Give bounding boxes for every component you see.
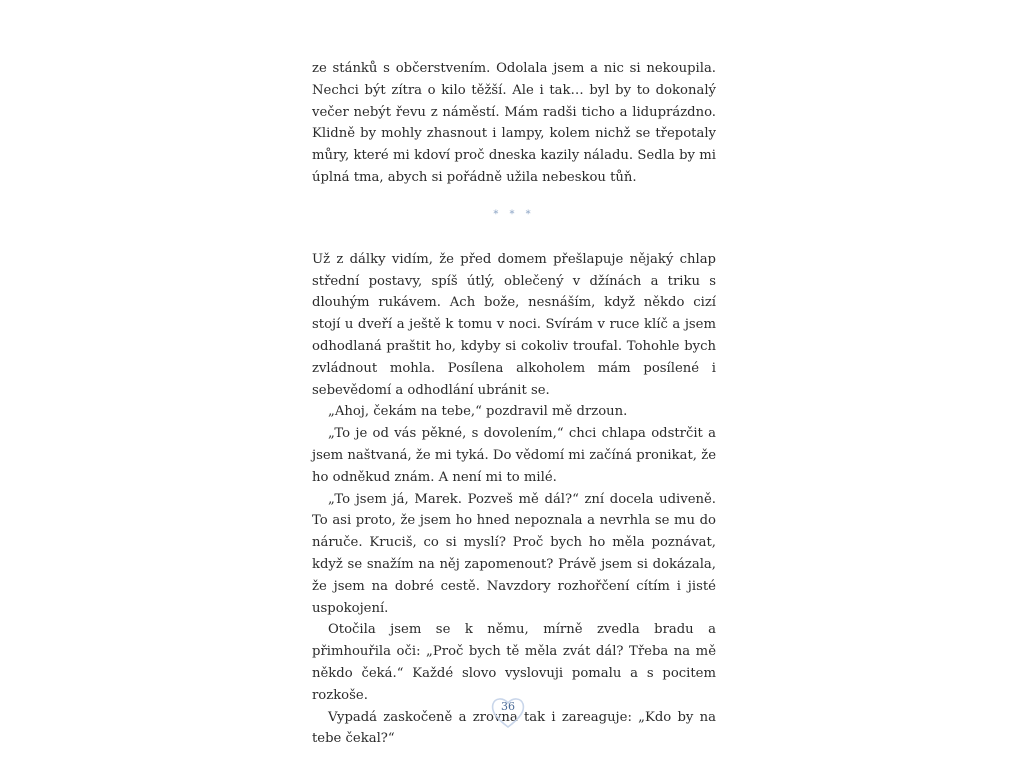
page-number: 36 <box>501 700 515 713</box>
paragraph: Vypadá zaskočeně a zrovna tak i zareaguje: „Kdo by na tebe čekal?“ <box>312 709 716 747</box>
section-separator: * * * <box>493 208 535 220</box>
paragraph: Už z dálky vidím, že před domem přešlapuje nějaký chlap střední postavy, spíš útlý, oblečený v džínách a triku s dlouhým rukávem. Ach bože, nesnáším, když někdo cizí stojí u dveří a ještě k tomu v noci. Svírám v ruce klíč a jsem odhodlaná praštit ho, kdyby si cokoliv troufal. Tohohle bych zvládnout mohla. Posílena alkoholem mám posílené i sebevědomí a odhodlání ubránit se. <box>312 251 716 398</box>
paragraph: Otočila jsem se k němu, mírně zvedla bradu a přimhouřila oči: „Proč bych tě měla zvát dál? Třeba na mě někdo čeká.“ Každé slovo vyslovuji pomalu a s pocitem rozkoše. <box>312 622 716 703</box>
paragraph: „To jsem já, Marek. Pozveš mě dál?“ zní docela udiveně. To asi proto, že jsem ho hned nepoznala a nevrhla se mu do náruče. Kruciš, co si myslí? Proč bych ho měla poznávat, když se snažím na něj zapomenout? Právě jsem si dokázala, že jsem na dobré cestě. Navzdory rozhořčení cítím i jisté uspokojení. <box>312 491 716 616</box>
paragraph: ze stánků s občerstvením. Odolala jsem a nic si nekoupila. Nechci být zítra o kilo těžší. Ale i tak… byl by to dokonalý večer nebýt řevu z náměstí. Mám radši ticho a liduprázdno. Klidně by mohly zhasnout i lampy, kolem nichž se třepotaly můry, které mi kdoví proč dneska kazily náladu. Sedla by mi úplná tma, abych si pořádně užila nebeskou tůň. <box>312 61 716 185</box>
page-footer <box>488 692 528 732</box>
paragraph: „Ahoj, čekám na tebe,“ pozdravil mě drzoun. <box>328 404 628 420</box>
book-page <box>312 58 716 750</box>
paragraph: „To je od vás pěkné, s dovolením,“ chci chlapa odstrčit a jsem naštvaná, že mi tyká. Do vědomí mi začíná pronikat, že ho odněkud znám. A není mi to milé. <box>312 426 716 485</box>
